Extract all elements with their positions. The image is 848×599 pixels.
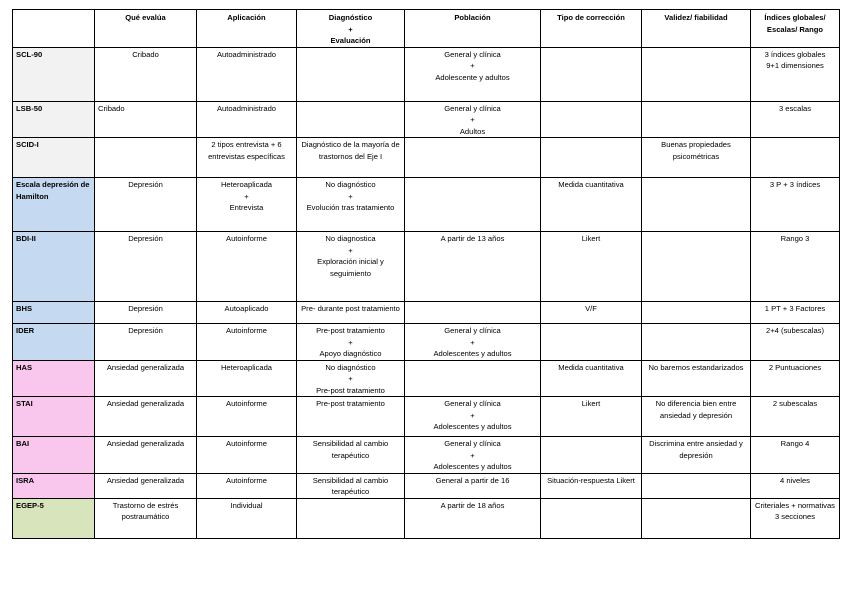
cell-validez: [642, 232, 751, 302]
cell-indices: 2 subescalas: [751, 397, 840, 437]
cell-indices: 3 P + 3 índices: [751, 178, 840, 232]
cell-que-evalua: Ansiedad generalizada: [95, 437, 197, 474]
cell-instrument-name: ISRA: [13, 473, 95, 498]
cell-poblacion: General a partir de 16: [405, 473, 541, 498]
cell-indices: 1 PT + 3 Factores: [751, 302, 840, 324]
cell-aplicacion: Autoinforme: [197, 232, 297, 302]
cell-diagnostico: Pre- durante post tratamiento: [297, 302, 405, 324]
cell-que-evalua: Depresión: [95, 324, 197, 361]
cell-poblacion: [405, 138, 541, 178]
cell-validez: Buenas propiedades psicométricas: [642, 138, 751, 178]
table-row: [13, 498, 840, 538]
cell-instrument-name: BAI: [13, 437, 95, 474]
cell-diagnostico: No diagnóstico + Pre-post tratamiento: [297, 360, 405, 397]
cell-tipo-correccion: [541, 101, 642, 138]
table-row: [13, 47, 840, 101]
cell-indices: Rango 3: [751, 232, 840, 302]
cell-instrument-name: LSB-50: [13, 101, 95, 138]
cell-diagnostico: Sensibilidad al cambio terapéutico: [297, 437, 405, 474]
cell-que-evalua: Ansiedad generalizada: [95, 360, 197, 397]
cell-tipo-correccion: [541, 138, 642, 178]
cell-diagnostico: [297, 498, 405, 538]
table-row: [13, 437, 840, 474]
cell-aplicacion: Autoinforme: [197, 397, 297, 437]
cell-indices: 3 índices globales 9+1 dimensiones: [751, 47, 840, 101]
cell-que-evalua: Ansiedad generalizada: [95, 397, 197, 437]
instruments-table: [12, 9, 840, 539]
cell-tipo-correccion: Medida cuantitativa: [541, 178, 642, 232]
table-row: [13, 360, 840, 397]
cell-validez: [642, 473, 751, 498]
cell-aplicacion: Autoadministrado: [197, 47, 297, 101]
cell-validez: No diferencia bien entre ansiedad y depresión: [642, 397, 751, 437]
cell-validez: Discrimina entre ansiedad y depresión: [642, 437, 751, 474]
cell-aplicacion: Autoadministrado: [197, 101, 297, 138]
cell-aplicacion: Heteroaplicada + Entrevista: [197, 178, 297, 232]
header-cell-instrument: [13, 10, 95, 48]
cell-tipo-correccion: Likert: [541, 232, 642, 302]
cell-instrument-name: BHS: [13, 302, 95, 324]
header-cell-tipo-correccion: Tipo de corrección: [541, 10, 642, 48]
cell-tipo-correccion: V/F: [541, 302, 642, 324]
cell-tipo-correccion: [541, 324, 642, 361]
header-cell-diagnostico: Diagnóstico + Evaluación: [297, 10, 405, 48]
cell-instrument-name: SCL-90: [13, 47, 95, 101]
cell-que-evalua: Cribado: [95, 101, 197, 138]
cell-poblacion: General y clínica + Adolescente y adultos: [405, 47, 541, 101]
cell-validez: [642, 47, 751, 101]
table-row: [13, 101, 840, 138]
cell-diagnostico: [297, 101, 405, 138]
cell-indices: Criteriales + normativas 3 secciones: [751, 498, 840, 538]
cell-validez: No baremos estandarizados: [642, 360, 751, 397]
cell-instrument-name: EGEP-5: [13, 498, 95, 538]
cell-indices: 2 Puntuaciones: [751, 360, 840, 397]
cell-poblacion: General y clínica + Adolescentes y adultos: [405, 324, 541, 361]
cell-aplicacion: 2 tipos entrevista + 6 entrevistas específicas: [197, 138, 297, 178]
cell-validez: [642, 178, 751, 232]
cell-validez: [642, 302, 751, 324]
header-cell-que-evalua: Qué evalúa: [95, 10, 197, 48]
cell-tipo-correccion: Likert: [541, 397, 642, 437]
cell-instrument-name: Escala depresión de Hamilton: [13, 178, 95, 232]
cell-diagnostico: No diagnostica + Exploración inicial y seguimiento: [297, 232, 405, 302]
cell-poblacion: [405, 302, 541, 324]
cell-que-evalua: Trastorno de estrés postraumático: [95, 498, 197, 538]
cell-aplicacion: Individual: [197, 498, 297, 538]
cell-indices: 3 escalas: [751, 101, 840, 138]
cell-diagnostico: Pre-post tratamiento + Apoyo diagnóstico: [297, 324, 405, 361]
cell-que-evalua: Cribado: [95, 47, 197, 101]
header-row: [13, 10, 840, 48]
cell-tipo-correccion: [541, 498, 642, 538]
table-row: [13, 473, 840, 498]
table-row: [13, 138, 840, 178]
cell-instrument-name: STAI: [13, 397, 95, 437]
cell-aplicacion: Autoinforme: [197, 324, 297, 361]
cell-indices: [751, 138, 840, 178]
cell-instrument-name: SCID-I: [13, 138, 95, 178]
cell-aplicacion: Heteroaplicada: [197, 360, 297, 397]
cell-diagnostico: [297, 47, 405, 101]
table-row: [13, 324, 840, 361]
cell-tipo-correccion: [541, 47, 642, 101]
cell-poblacion: A partir de 18 años: [405, 498, 541, 538]
table-row: [13, 178, 840, 232]
cell-poblacion: General y clínica + Adultos: [405, 101, 541, 138]
cell-diagnostico: Pre-post tratamiento: [297, 397, 405, 437]
cell-diagnostico: No diagnóstico + Evolución tras tratamiento: [297, 178, 405, 232]
cell-que-evalua: [95, 138, 197, 178]
cell-aplicacion: Autoaplicado: [197, 302, 297, 324]
cell-instrument-name: HAS: [13, 360, 95, 397]
cell-indices: 2+4 (subescalas): [751, 324, 840, 361]
cell-validez: [642, 101, 751, 138]
cell-tipo-correccion: Situación-respuesta Likert: [541, 473, 642, 498]
cell-poblacion: General y clínica + Adolescentes y adultos: [405, 437, 541, 474]
cell-indices: Rango 4: [751, 437, 840, 474]
cell-aplicacion: Autoinforme: [197, 437, 297, 474]
cell-tipo-correccion: [541, 437, 642, 474]
cell-tipo-correccion: Medida cuantitativa: [541, 360, 642, 397]
cell-validez: [642, 324, 751, 361]
table-row: [13, 302, 840, 324]
table-row: [13, 397, 840, 437]
cell-aplicacion: Autoinforme: [197, 473, 297, 498]
cell-que-evalua: Depresión: [95, 302, 197, 324]
cell-poblacion: General y clínica + Adolescentes y adultos: [405, 397, 541, 437]
cell-diagnostico: Sensibilidad al cambio terapéutico: [297, 473, 405, 498]
header-cell-poblacion: Población: [405, 10, 541, 48]
cell-instrument-name: IDER: [13, 324, 95, 361]
cell-diagnostico: Diagnóstico de la mayoría de trastornos del Eje I: [297, 138, 405, 178]
header-cell-validez: Validez/ fiabilidad: [642, 10, 751, 48]
cell-que-evalua: Depresión: [95, 178, 197, 232]
cell-poblacion: [405, 178, 541, 232]
cell-que-evalua: Depresión: [95, 232, 197, 302]
cell-poblacion: A partir de 13 años: [405, 232, 541, 302]
cell-validez: [642, 498, 751, 538]
table-row: [13, 232, 840, 302]
cell-que-evalua: Ansiedad generalizada: [95, 473, 197, 498]
header-cell-aplicacion: Aplicación: [197, 10, 297, 48]
header-cell-indices: Índices globales/ Escalas/ Rango: [751, 10, 840, 48]
cell-indices: 4 niveles: [751, 473, 840, 498]
cell-instrument-name: BDI-II: [13, 232, 95, 302]
cell-poblacion: [405, 360, 541, 397]
